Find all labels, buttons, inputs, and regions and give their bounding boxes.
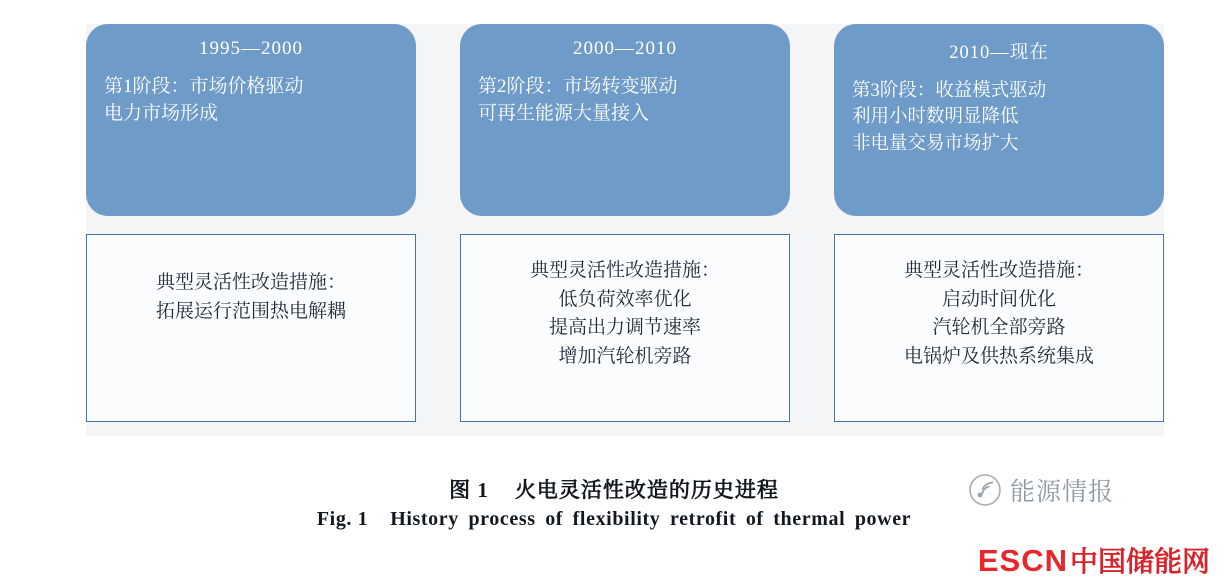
figure-caption-chinese-number: 图 1: [449, 478, 489, 502]
measures-line-1-1: 拓展运行范围热电解耦: [155, 300, 346, 322]
measures-title-1: 典型灵活性改造措施：: [155, 272, 346, 293]
phase-columns: [86, 24, 1164, 436]
phase-column-2: [460, 24, 790, 422]
phase-box-3: [834, 24, 1164, 216]
phase-line-1-1: 第1阶段：市场价格驱动: [104, 76, 304, 97]
measures-line-3-1: 启动时间优化: [941, 288, 1056, 310]
phase-line-3-3: 非电量交易市场扩大: [852, 133, 1019, 154]
radio-wave-icon: [968, 473, 1002, 507]
watermark-text: 能源情报: [1010, 478, 1115, 506]
phase-line-3-2: 利用小时数明显降低: [852, 107, 1019, 128]
figure-caption-english-text: History process of flexibility retrofit of thermal power: [390, 508, 912, 530]
escn-logo: [978, 540, 1210, 580]
phase-period-3: 2010—现在: [949, 43, 1049, 63]
phase-box-1: [86, 24, 416, 216]
measures-title-3: 典型灵活性改造措施：: [903, 260, 1094, 281]
phase-period-1: 1995—2000: [199, 38, 303, 59]
measures-line-2-1: 低负荷效率优化: [558, 288, 692, 310]
measures-line-3-3: 电锅炉及供热系统集成: [903, 345, 1094, 367]
measures-line-2-3: 增加汽轮机旁路: [558, 345, 692, 367]
figure-caption-chinese-text: 火电灵活性改造的历史进程: [514, 478, 779, 502]
phase-period-2: 2000—2010: [573, 38, 677, 59]
watermark: [968, 472, 1114, 508]
phase-line-2-2: 可再生能源大量接入: [478, 102, 650, 124]
phase-line-3-1: 第3阶段：收益模式驱动: [852, 81, 1047, 101]
phase-box-2: [460, 24, 790, 216]
phase-line-1-2: 电力市场形成: [104, 102, 219, 124]
escn-logo-chinese: 中国储能网: [1069, 546, 1210, 577]
measures-line-3-2: 汽轮机全部旁路: [932, 317, 1066, 338]
measures-line-2-2: 提高出力调节速率: [548, 317, 701, 338]
escn-logo-latin: ESCN: [977, 543, 1068, 578]
measures-title-2: 典型灵活性改造措施：: [529, 260, 720, 281]
measures-box-2: [460, 234, 790, 422]
measures-box-1: [86, 234, 416, 422]
measures-box-3: [834, 234, 1164, 422]
figure-caption-english: [0, 508, 1228, 531]
phase-column-3: [834, 24, 1164, 422]
phase-line-2-1: 第2阶段：市场转变驱动: [478, 76, 678, 97]
phase-column-1: [86, 24, 416, 422]
figure-caption-english-number: Fig. 1: [316, 508, 369, 530]
